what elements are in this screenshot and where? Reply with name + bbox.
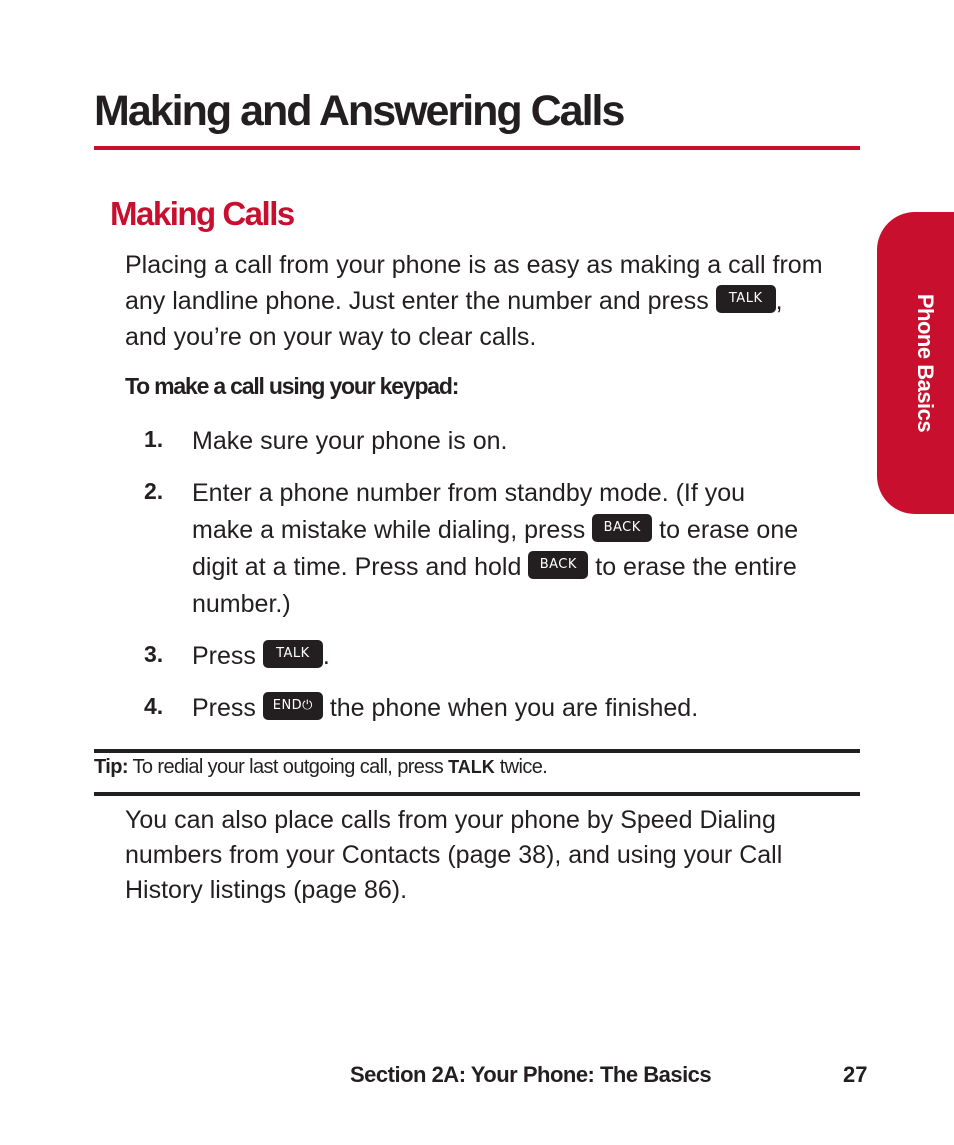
tip-bottom-rule — [94, 792, 860, 796]
tip-label: Tip: — [94, 756, 128, 778]
step-2-line-3-pre: digit at a time. Press and hold — [192, 553, 522, 581]
step-number-2: 2. — [144, 478, 164, 504]
procedure-heading: To make a call using your keypad: — [125, 373, 459, 399]
tip-top-rule — [94, 749, 860, 753]
tip-text-end: twice. — [499, 756, 548, 778]
footer-section-title: Section 2A: Your Phone: The Basics — [350, 1062, 712, 1087]
step-2-line-3-post: to erase the entire — [595, 553, 797, 581]
side-tab-label: Phone Basics — [913, 293, 939, 433]
step-2-line-1: Enter a phone number from standby mode. (If you — [192, 479, 746, 507]
step-1-text: Make sure your phone is on. — [192, 427, 508, 455]
step-2-line-2-post: to erase one — [659, 516, 799, 544]
closing-line-2: numbers from your Contacts (page 38), and using your Call — [125, 841, 783, 869]
back-key-icon: BACK — [592, 514, 652, 542]
step-number-1: 1. — [144, 426, 164, 452]
step-number-3: 3. — [144, 641, 164, 667]
closing-line-3: History listings (page 86). — [125, 876, 408, 904]
step-4-text — [192, 690, 698, 727]
step-3-post: . — [322, 642, 330, 670]
title-rule — [94, 146, 860, 150]
end-key-icon: END⏻ — [263, 692, 323, 720]
step-2-line-3 — [192, 549, 797, 586]
step-number-4: 4. — [144, 693, 164, 719]
intro-line-2-text: any landline phone. Just enter the number and press — [125, 287, 709, 315]
step-2-line-4: number.) — [192, 590, 291, 618]
step-4-post: the phone when you are finished. — [329, 694, 699, 722]
intro-line-2 — [125, 284, 783, 319]
closing-line-1: You can also place calls from your phone by Speed Dialing — [125, 806, 776, 834]
intro-line-1: Placing a call from your phone is as easy as making a call from — [125, 251, 823, 279]
tip-box — [94, 756, 547, 779]
side-tab-phone-basics[interactable] — [877, 212, 954, 514]
step-4-pre: Press — [192, 694, 256, 722]
intro-line-2-comma: , — [775, 287, 783, 315]
talk-key-icon: TALK — [263, 640, 323, 668]
tip-talk-key: TALK — [448, 757, 495, 777]
step-2-line-2 — [192, 512, 798, 549]
footer-page-number: 27 — [843, 1062, 868, 1087]
tip-text: To redial your last outgoing call, press — [132, 756, 444, 778]
section-heading: Making Calls — [110, 195, 294, 232]
talk-key-icon: TALK — [716, 285, 776, 313]
page-title: Making and Answering Calls — [94, 87, 624, 135]
step-3-pre: Press — [192, 642, 256, 670]
intro-line-3: and you’re on your way to clear calls. — [125, 323, 537, 351]
step-3-text — [192, 638, 330, 675]
step-2-line-2-pre: make a mistake while dialing, press — [192, 516, 586, 544]
back-key-icon: BACK — [528, 551, 588, 579]
